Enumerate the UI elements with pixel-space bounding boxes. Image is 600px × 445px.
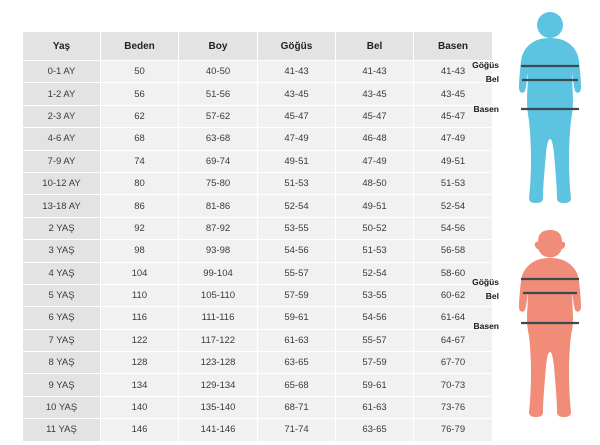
cell-bel: 45-47: [336, 105, 414, 127]
cell-basen: 67-70: [414, 352, 493, 374]
column-header-bel: Bel: [336, 32, 414, 61]
cell-beden: 98: [101, 240, 179, 262]
cell-boy: 51-56: [179, 83, 258, 105]
cell-bel: 55-57: [336, 329, 414, 351]
cell-bel: 52-54: [336, 262, 414, 284]
cell-boy: 93-98: [179, 240, 258, 262]
cell-basen: 73-76: [414, 396, 493, 418]
cell-beden: 146: [101, 419, 179, 441]
cell-bel: 43-45: [336, 83, 414, 105]
cell-beden: 116: [101, 307, 179, 329]
table-row: [23, 374, 493, 396]
cell-gogus: 59-61: [258, 307, 336, 329]
cell-basen: 41-43: [414, 61, 493, 83]
cell-beden: 68: [101, 128, 179, 150]
cell-beden: 80: [101, 172, 179, 194]
cell-beden: 122: [101, 329, 179, 351]
table-row: [23, 195, 493, 217]
boy-basen-label: Basen: [473, 104, 499, 114]
cell-yas: 5 YAŞ: [23, 284, 101, 306]
cell-beden: 74: [101, 150, 179, 172]
table-row: [23, 217, 493, 239]
size-chart-table: [22, 31, 493, 442]
table-row: [23, 329, 493, 351]
cell-yas: 3 YAŞ: [23, 240, 101, 262]
cell-beden: 110: [101, 284, 179, 306]
cell-boy: 69-74: [179, 150, 258, 172]
cell-basen: 76-79: [414, 419, 493, 441]
girl-bel-label: Bel: [485, 291, 499, 301]
cell-boy: 63-68: [179, 128, 258, 150]
cell-boy: 123-128: [179, 352, 258, 374]
table-row: [23, 396, 493, 418]
cell-gogus: 61-63: [258, 329, 336, 351]
cell-beden: 86: [101, 195, 179, 217]
cell-gogus: 68-71: [258, 396, 336, 418]
cell-yas: 11 YAŞ: [23, 419, 101, 441]
cell-bel: 59-61: [336, 374, 414, 396]
cell-bel: 54-56: [336, 307, 414, 329]
girl-basen-label: Basen: [473, 321, 499, 331]
boy-gogus-label: Göğüs: [472, 60, 499, 70]
cell-basen: 47-49: [414, 128, 493, 150]
cell-bel: 41-43: [336, 61, 414, 83]
boy-body-figure: [505, 8, 595, 218]
table-row: [23, 83, 493, 105]
cell-boy: 81-86: [179, 195, 258, 217]
cell-bel: 53-55: [336, 284, 414, 306]
table-row: [23, 105, 493, 127]
table-row: [23, 240, 493, 262]
cell-yas: 4 YAŞ: [23, 262, 101, 284]
cell-beden: 92: [101, 217, 179, 239]
cell-boy: 75-80: [179, 172, 258, 194]
cell-bel: 49-51: [336, 195, 414, 217]
table-row: [23, 128, 493, 150]
cell-bel: 50-52: [336, 217, 414, 239]
cell-yas: 6 YAŞ: [23, 307, 101, 329]
girl-gogus-label: Göğüs: [472, 277, 499, 287]
cell-yas: 9 YAŞ: [23, 374, 101, 396]
cell-yas: 10-12 AY: [23, 172, 101, 194]
cell-boy: 141-146: [179, 419, 258, 441]
cell-bel: 61-63: [336, 396, 414, 418]
column-header-beden: Beden: [101, 32, 179, 61]
cell-gogus: 54-56: [258, 240, 336, 262]
table-header: [23, 32, 493, 61]
cell-yas: 13-18 AY: [23, 195, 101, 217]
cell-boy: 111-116: [179, 307, 258, 329]
cell-basen: 54-56: [414, 217, 493, 239]
cell-basen: 61-64: [414, 307, 493, 329]
table-header-row: [23, 32, 493, 61]
cell-gogus: 41-43: [258, 61, 336, 83]
cell-beden: 134: [101, 374, 179, 396]
table-row: [23, 419, 493, 441]
cell-yas: 4-6 AY: [23, 128, 101, 150]
cell-beden: 62: [101, 105, 179, 127]
cell-yas: 0-1 AY: [23, 61, 101, 83]
cell-boy: 40-50: [179, 61, 258, 83]
cell-bel: 63-65: [336, 419, 414, 441]
cell-yas: 10 YAŞ: [23, 396, 101, 418]
boy-bel-label: Bel: [485, 74, 499, 84]
cell-bel: 47-49: [336, 150, 414, 172]
column-header-gogus: Göğüs: [258, 32, 336, 61]
cell-basen: 52-54: [414, 195, 493, 217]
cell-boy: 87-92: [179, 217, 258, 239]
table-row: [23, 262, 493, 284]
cell-basen: 60-62: [414, 284, 493, 306]
table-row: [23, 284, 493, 306]
table-row: [23, 352, 493, 374]
cell-basen: 56-58: [414, 240, 493, 262]
cell-basen: 70-73: [414, 374, 493, 396]
cell-boy: 129-134: [179, 374, 258, 396]
cell-yas: 8 YAŞ: [23, 352, 101, 374]
cell-gogus: 49-51: [258, 150, 336, 172]
cell-beden: 128: [101, 352, 179, 374]
cell-beden: 50: [101, 61, 179, 83]
cell-bel: 57-59: [336, 352, 414, 374]
cell-basen: 51-53: [414, 172, 493, 194]
cell-basen: 43-45: [414, 83, 493, 105]
cell-gogus: 57-59: [258, 284, 336, 306]
cell-boy: 105-110: [179, 284, 258, 306]
cell-boy: 57-62: [179, 105, 258, 127]
table-row: [23, 307, 493, 329]
cell-basen: 64-67: [414, 329, 493, 351]
column-header-basen: Basen: [414, 32, 493, 61]
cell-beden: 104: [101, 262, 179, 284]
table-body: [23, 61, 493, 442]
cell-gogus: 51-53: [258, 172, 336, 194]
cell-gogus: 45-47: [258, 105, 336, 127]
column-header-boy: Boy: [179, 32, 258, 61]
boy-body-silhouette: [519, 12, 581, 203]
cell-gogus: 52-54: [258, 195, 336, 217]
cell-yas: 1-2 AY: [23, 83, 101, 105]
table-row: [23, 61, 493, 83]
cell-basen: 58-60: [414, 262, 493, 284]
cell-bel: 48-50: [336, 172, 414, 194]
girl-body-figure: [505, 228, 595, 438]
cell-basen: 45-47: [414, 105, 493, 127]
cell-boy: 135-140: [179, 396, 258, 418]
cell-gogus: 65-68: [258, 374, 336, 396]
cell-boy: 99-104: [179, 262, 258, 284]
cell-gogus: 43-45: [258, 83, 336, 105]
cell-yas: 2-3 AY: [23, 105, 101, 127]
table-row: [23, 172, 493, 194]
cell-yas: 7-9 AY: [23, 150, 101, 172]
table-row: [23, 150, 493, 172]
cell-yas: 2 YAŞ: [23, 217, 101, 239]
cell-basen: 49-51: [414, 150, 493, 172]
cell-gogus: 47-49: [258, 128, 336, 150]
cell-gogus: 55-57: [258, 262, 336, 284]
cell-gogus: 53-55: [258, 217, 336, 239]
column-header-yas: Yaş: [23, 32, 101, 61]
cell-gogus: 71-74: [258, 419, 336, 441]
cell-beden: 140: [101, 396, 179, 418]
cell-gogus: 63-65: [258, 352, 336, 374]
cell-beden: 56: [101, 83, 179, 105]
cell-yas: 7 YAŞ: [23, 329, 101, 351]
cell-bel: 51-53: [336, 240, 414, 262]
cell-boy: 117-122: [179, 329, 258, 351]
cell-bel: 46-48: [336, 128, 414, 150]
